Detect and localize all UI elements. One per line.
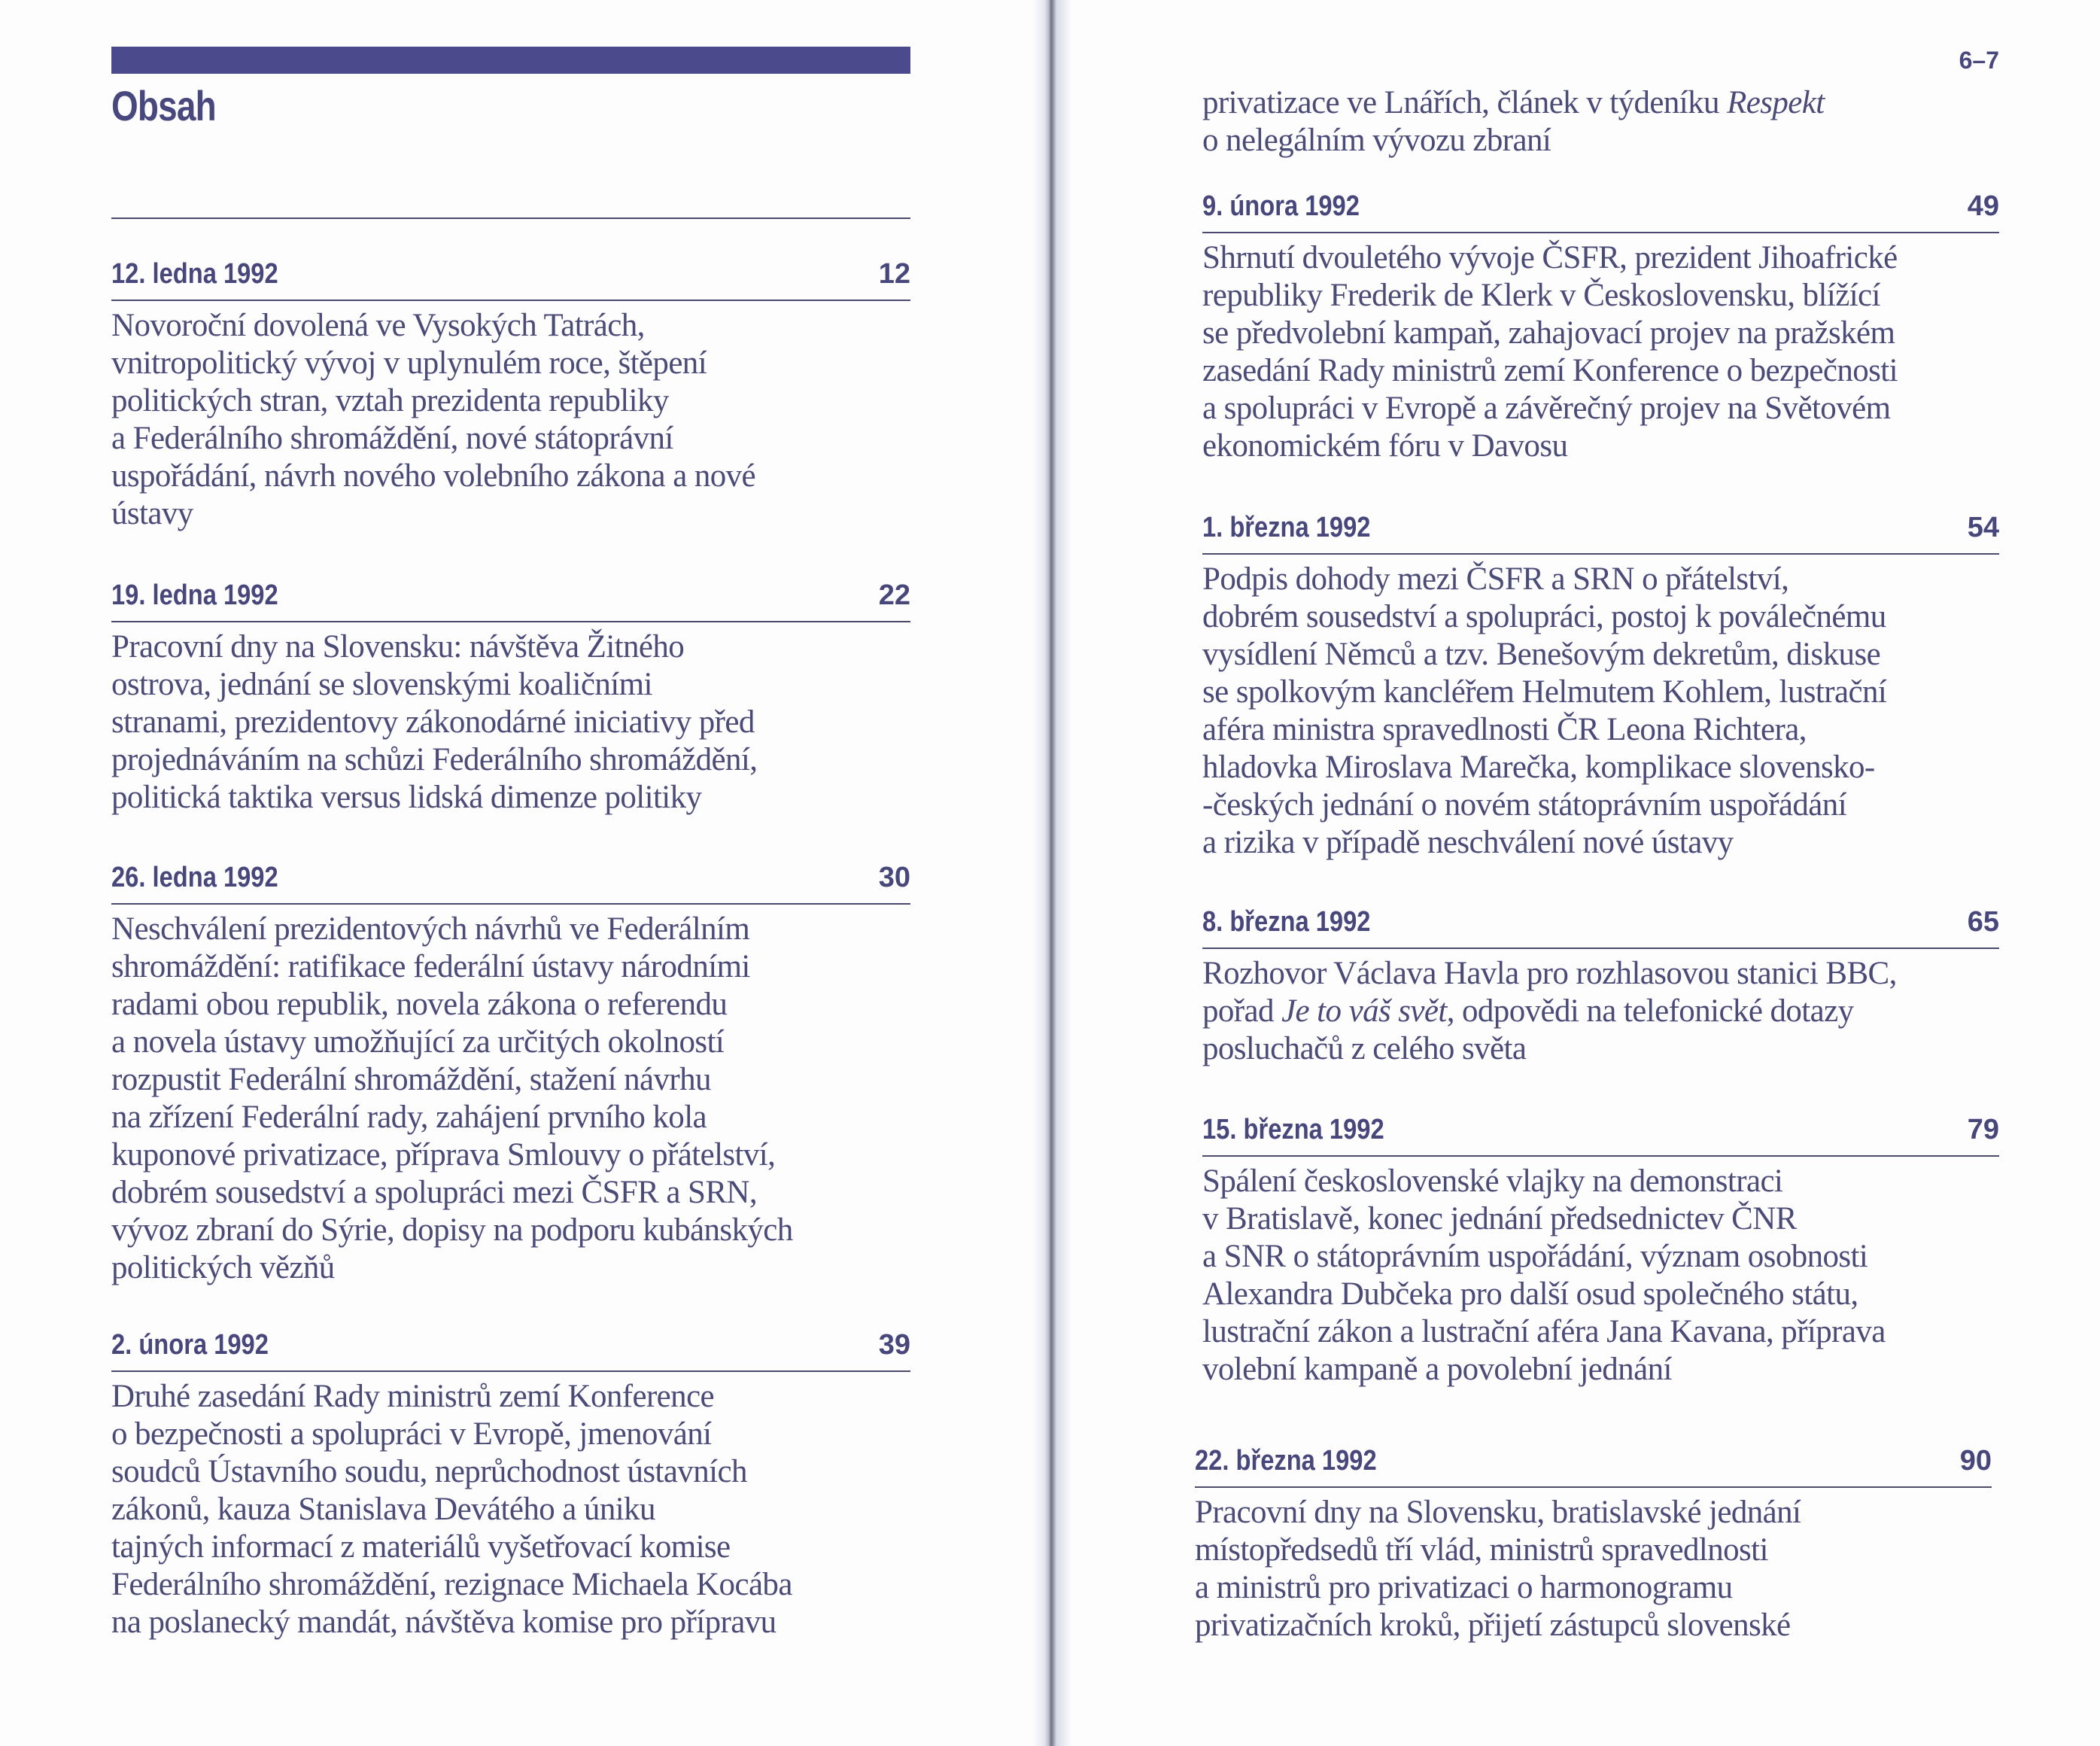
description-line: na poslanecký mandát, návštěva komise pro přípravu <box>111 1605 776 1640</box>
toc-entry-date: 15. března 1992 <box>1202 1114 1384 1145</box>
description-line: Alexandra Dubčeka pro další osud společného státu, <box>1202 1276 1858 1312</box>
toc-entry-divider <box>111 903 910 905</box>
description-line: privatizačních kroků, přijetí zástupců slovenské <box>1195 1608 1791 1643</box>
toc-entry <box>1202 904 1999 1068</box>
description-line: Pracovní dny na Slovensku, bratislavské jednání <box>1195 1495 1801 1530</box>
toc-entry-page-number: 39 <box>878 1329 910 1361</box>
description-line: shromáždění: ratifikace federální ústavy národními <box>111 949 750 984</box>
toc-entry <box>111 577 910 817</box>
toc-entry-divider <box>111 300 910 301</box>
description-line: místopředsedů tří vlád, ministrů spravedlnosti <box>1195 1532 1768 1568</box>
toc-entry <box>1195 1443 1992 1644</box>
description-line: Pracovní dny na Slovensku: návštěva Žitného <box>111 629 685 665</box>
description-line: vysídlení Němců a tzv. Benešovým dekretům, diskuse <box>1202 637 1881 672</box>
description-line: dobrém sousedství a spolupráci mezi ČSFR a SRN, <box>111 1175 758 1210</box>
description-line: v Bratislavě, konec jednání předsednictev ČNR <box>1202 1201 1797 1236</box>
publication-title: Respekt <box>1727 85 1825 120</box>
description-line: o nelegálním vývozu zbraní <box>1202 123 1551 158</box>
description-line: ostrova, jednání se slovenskými koaličními <box>111 667 652 702</box>
program-title: Je to váš svět <box>1281 993 1447 1029</box>
description-line: politických vězňů <box>111 1250 335 1285</box>
description-line: projednáváním na schůzi Federálního shromáždění, <box>111 742 758 777</box>
description-line: radami obou republik, novela zákona o referendu <box>111 987 728 1022</box>
description-line: Spálení československé vlajky na demonstraci <box>1202 1163 1783 1199</box>
toc-entry-header <box>111 577 910 612</box>
toc-entry <box>111 859 910 1287</box>
toc-entry-divider <box>111 1370 910 1372</box>
description-line: a ministrů pro privatizaci o harmonogramu <box>1195 1570 1733 1605</box>
toc-entry-date: 26. ledna 1992 <box>111 862 278 893</box>
toc-entry-divider <box>1202 553 1999 555</box>
chapter-accent-bar <box>111 47 910 74</box>
toc-entry-date: 1. března 1992 <box>1202 512 1371 543</box>
description-line: kuponové privatizace, příprava Smlouvy o přátelství, <box>111 1137 776 1173</box>
description-line: aféra ministra spravedlnosti ČR Leona Richtera, <box>1202 712 1807 747</box>
description-line: Federálního shromáždění, rezignace Michaela Kocába <box>111 1567 792 1602</box>
description-line: zákonů, kauza Stanislava Devátého a úniku <box>111 1492 655 1527</box>
description-line: rozpustit Federální shromáždění, stažení návrhu <box>111 1062 711 1097</box>
page-range-number: 6–7 <box>1959 47 1999 74</box>
description-line: politických stran, vztah prezidenta republiky <box>111 383 669 418</box>
toc-entry-date: 9. února 1992 <box>1202 190 1360 222</box>
toc-entry-divider <box>1202 948 1999 949</box>
description-line: Neschválení prezidentových návrhů ve Federálním <box>111 911 750 947</box>
toc-entry-date: 12. ledna 1992 <box>111 258 278 290</box>
toc-entry-page-number: 30 <box>878 862 910 893</box>
toc-entry-divider <box>1202 232 1999 233</box>
description-line <box>1202 84 1825 122</box>
toc-entry-header <box>1202 904 1999 938</box>
toc-entry <box>111 256 910 533</box>
toc-entry-page-number: 12 <box>878 258 910 290</box>
description-line: Podpis dohody mezi ČSFR a SRN o přátelství, <box>1202 561 1789 597</box>
toc-entry-header <box>111 1327 910 1361</box>
toc-entry <box>111 1327 910 1641</box>
toc-entry <box>1202 510 1999 862</box>
toc-entry-date: 2. února 1992 <box>111 1329 269 1361</box>
toc-entry <box>1202 188 1999 465</box>
toc-entry-divider <box>1202 1155 1999 1157</box>
description-text: , odpovědi na telefonické dotazy <box>1446 993 1854 1029</box>
description-line: dobrém sousedství a spolupráci, postoj k poválečnému <box>1202 599 1886 634</box>
description-line: zasedání Rady ministrů zemí Konference o bezpečnosti <box>1202 353 1898 388</box>
description-line: a SNR o státoprávním uspořádání, význam osobnosti <box>1202 1239 1868 1274</box>
toc-entry-description <box>111 911 910 1287</box>
description-line: vnitropolitický vývoj v uplynulém roce, štěpení <box>111 345 707 381</box>
description-text: pořad <box>1202 993 1282 1029</box>
toc-entry-header <box>111 859 910 894</box>
toc-entry-description <box>111 628 910 817</box>
description-line: a rizika v případě neschválení nové ústavy <box>1202 825 1734 860</box>
toc-entry-description <box>1202 1163 1999 1389</box>
toc-entry-divider <box>111 621 910 622</box>
continued-description <box>1202 84 1825 160</box>
description-line: Novoroční dovolená ve Vysokých Tatrách, <box>111 308 645 343</box>
toc-entry-description <box>1195 1494 1992 1644</box>
toc-entry-description <box>1202 561 1999 862</box>
description-line: Rozhovor Václava Havla pro rozhlasovou stanici BBC, <box>1202 956 1897 991</box>
toc-entry-page-number: 90 <box>1959 1445 1992 1477</box>
description-line: posluchačů z celého světa <box>1202 1031 1527 1066</box>
toc-entry-divider <box>1195 1486 1992 1488</box>
book-gutter <box>1032 0 1071 1746</box>
toc-entry-page-number: 22 <box>878 579 910 611</box>
toc-entry-date: 22. března 1992 <box>1195 1445 1377 1477</box>
description-line: stranami, prezidentovy zákonodárné iniciativy před <box>111 704 755 740</box>
description-line: se předvolební kampaň, zahajovací projev na pražském <box>1202 315 1895 351</box>
description-line: na zřízení Federální rady, zahájení prvního kola <box>111 1100 707 1135</box>
toc-entry-header <box>1202 510 1999 544</box>
toc-entry-header <box>111 256 910 290</box>
description-line: a Federálního shromáždění, nové státoprávní <box>111 421 673 456</box>
toc-entry-header <box>1202 1112 1999 1146</box>
description-line <box>1202 993 1999 1030</box>
description-line: Shrnutí dvouletého vývoje ČSFR, prezident Jihoafrické <box>1202 240 1898 275</box>
toc-entry-page-number: 49 <box>1967 190 1999 222</box>
description-line: Druhé zasedání Rady ministrů zemí Konference <box>111 1379 715 1414</box>
toc-entry-header <box>1195 1443 1992 1477</box>
description-text: privatizace ve Lnářích, článek v týdeníku <box>1202 85 1728 120</box>
description-line: -českých jednání o novém státoprávním uspořádání <box>1202 787 1847 823</box>
toc-entry-page-number: 65 <box>1967 906 1999 938</box>
description-line: o bezpečnosti a spolupráci v Evropě, jmenování <box>111 1416 712 1452</box>
description-line: republiky Frederik de Klerk v Československu, blížící <box>1202 278 1880 313</box>
description-line: vývoz zbraní do Sýrie, dopisy na podporu kubánských <box>111 1212 793 1248</box>
toc-entry-description <box>111 307 910 533</box>
toc-entry-description <box>111 1378 910 1641</box>
toc-entry-date: 19. ledna 1992 <box>111 579 278 611</box>
toc-entry-description <box>1202 239 1999 465</box>
description-line: ústavy <box>111 496 193 531</box>
description-line: ekonomickém fóru v Davosu <box>1202 428 1568 464</box>
title-divider <box>111 217 910 219</box>
description-line: uspořádání, návrh nového volebního zákona a nové <box>111 458 756 494</box>
toc-entry-date: 8. března 1992 <box>1202 906 1371 938</box>
toc-entry-description <box>1202 955 1999 1068</box>
contents-title: Obsah <box>111 82 216 129</box>
toc-entry-header <box>1202 188 1999 223</box>
toc-entry-page-number: 54 <box>1967 512 1999 543</box>
description-line: lustrační zákon a lustrační aféra Jana Kavana, příprava <box>1202 1314 1886 1349</box>
description-line: a novela ústavy umožňující za určitých okolností <box>111 1024 725 1060</box>
description-line: soudců Ústavního soudu, neprůchodnost ústavních <box>111 1454 747 1489</box>
description-line: politická taktika versus lidská dimenze politiky <box>111 780 702 815</box>
description-line: hladovka Miroslava Marečka, komplikace slovensko- <box>1202 750 1875 785</box>
description-line: volební kampaně a povolební jednání <box>1202 1352 1672 1387</box>
toc-entry <box>1202 1112 1999 1389</box>
description-line: tajných informací z materiálů vyšetřovací komise <box>111 1529 731 1565</box>
toc-entry-page-number: 79 <box>1967 1114 1999 1145</box>
description-line: a spolupráci v Evropě a závěrečný projev na Světovém <box>1202 391 1891 426</box>
description-line: se spolkovým kancléřem Helmutem Kohlem, lustrační <box>1202 674 1887 710</box>
